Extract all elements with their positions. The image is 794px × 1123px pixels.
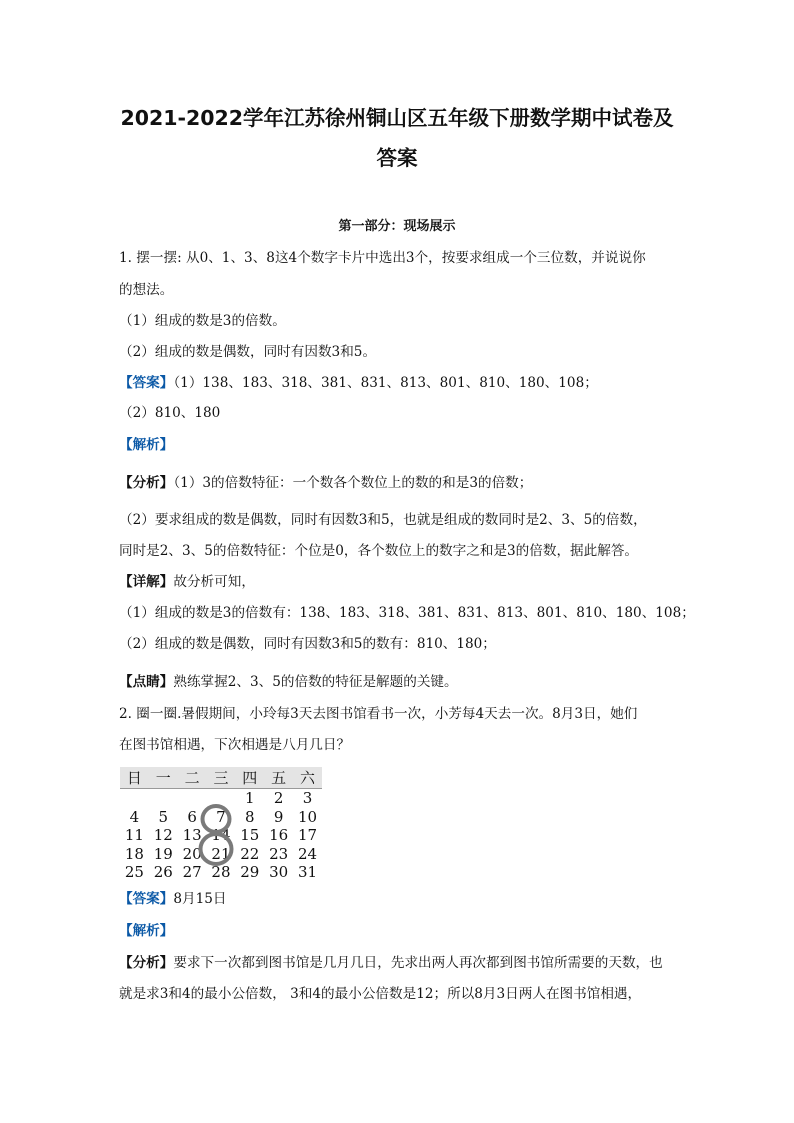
- q1-fenxi-text-1: （1）3的倍数特征：一个数各个数位上的数的和是3的倍数；: [173, 475, 533, 491]
- calendar-day: 4: [129, 807, 140, 826]
- calendar-day: 9: [273, 807, 284, 826]
- q2-analysis-tag: 【解析】: [119, 923, 174, 939]
- calendar-day: 2: [273, 789, 284, 807]
- q1-fenxi-3: 同时是2、3、5的倍数特征：个位是0，各个数位上的数字之和是3的倍数，据此解答。: [119, 543, 639, 559]
- q1-detail-1: （1）组成的数是3的倍数有：138、183、318、381、831、813、801、810、180、108；: [119, 605, 695, 621]
- calendar-day: [149, 789, 178, 808]
- fenxi-tag: 【分析】: [119, 475, 174, 491]
- calendar-day: 7: [216, 807, 226, 826]
- weekday-header: 三: [207, 767, 236, 789]
- calendar-day: 28: [211, 863, 231, 881]
- q1-answer: [119, 373, 598, 393]
- q1-answer-1: （1）138、183、318、381、831、813、801、810、180、108；: [173, 375, 598, 391]
- fenxi-tag: 【分析】: [119, 955, 174, 971]
- calendar-day: 20: [182, 844, 202, 863]
- weekday-header: 四: [235, 767, 264, 789]
- calendar-day: 11: [124, 826, 144, 844]
- q1-fenxi-2: （2）要求组成的数是偶数，同时有因数3和5，也就是组成的数同时是2、3、5的倍数，: [119, 512, 647, 528]
- detail-tag: 【详解】: [119, 574, 174, 590]
- q2-text-line-1: 2. 圈一圈.暑假期间，小玲每3天去图书馆看书一次，小芳每4天去一次。8月3日，她们: [119, 706, 638, 722]
- q1-text-line-1: 1. 摆一摆: 从0、1、3、8这4个数字卡片中选出3个，按要求组成一个三位数，并说说你: [119, 250, 646, 266]
- weekday-header: 一: [149, 767, 178, 789]
- calendar-day: 22: [240, 844, 260, 863]
- calendar-day: 16: [269, 826, 289, 844]
- q2-fenxi-text-1: 要求下一次都到图书馆是几月几日，先求出两人再次都到图书馆所需要的天数，也: [173, 955, 663, 971]
- point-tag: 【点睛】: [119, 674, 174, 690]
- calendar-day: [120, 789, 149, 808]
- weekday-header: 五: [264, 767, 293, 789]
- calendar-day: 10: [297, 807, 318, 826]
- weekday-header: 二: [178, 767, 207, 789]
- calendar-day: 29: [240, 863, 260, 881]
- calendar-day: 25: [124, 863, 144, 881]
- weekday-header: 六: [293, 767, 322, 789]
- q2-text-line-2: 在图书馆相遇，下次相遇是八月几日？: [119, 737, 351, 753]
- document-title: [110, 98, 684, 178]
- answer-tag: 【答案】: [119, 891, 174, 907]
- q1-detail: [119, 572, 255, 592]
- calendar-day: 27: [182, 863, 202, 881]
- calendar-day: 5: [158, 807, 169, 826]
- q2-fenxi-1: [119, 953, 663, 973]
- calendar-day: 1: [245, 789, 255, 807]
- calendar-day: 26: [153, 863, 173, 881]
- q1-part-2: （2）组成的数是偶数，同时有因数3和5。: [119, 344, 377, 360]
- q2-answer-text: 8月15日: [173, 891, 227, 907]
- calendar-header-row: [120, 767, 322, 789]
- calendar-day: 12: [153, 826, 173, 844]
- section-heading: 第一部分：现场展示: [338, 219, 456, 234]
- q1-part-1: （1）组成的数是3的倍数。: [119, 313, 286, 329]
- calendar-day: 19: [153, 844, 173, 863]
- title-line-2: 答案: [376, 146, 418, 170]
- title-line-1: 2021-2022学年江苏徐州铜山区五年级下册数学期中试卷及: [120, 106, 674, 130]
- calendar-day: 31: [297, 863, 318, 881]
- q1-answer-2: （2）810、180: [119, 405, 221, 421]
- calendar-day: 14: [211, 826, 231, 844]
- calendar-day: 23: [269, 844, 289, 863]
- q1-analysis-tag: 【解析】: [119, 437, 174, 453]
- q1-text-line-2: 的想法。: [119, 282, 174, 298]
- q2-answer: [119, 889, 227, 909]
- calendar-day: 18: [124, 844, 144, 863]
- figure-eight-circle-mark: [194, 803, 238, 867]
- calendar-day: 13: [182, 826, 202, 844]
- calendar-day: 30: [269, 863, 289, 881]
- calendar-day: 8: [245, 807, 255, 826]
- q1-fenxi-1: [119, 473, 532, 493]
- q1-point-text: 熟练掌握2、3、5的倍数的特征是解题的关键。: [173, 674, 458, 690]
- q2-fenxi-2: 就是求3和4的最小公倍数， 3和4的最小公倍数是12；所以8月3日两人在图书馆相遇，: [119, 986, 642, 1002]
- calendar-day: 21: [211, 844, 231, 863]
- calendar-day: 3: [302, 789, 313, 807]
- weekday-header: 日: [120, 767, 149, 789]
- calendar-day: 15: [240, 826, 260, 844]
- calendar-day: 17: [297, 826, 318, 844]
- calendar-day: 6: [187, 807, 197, 826]
- q1-detail-2: （2）组成的数是偶数，同时有因数3和5的数有：810、180；: [119, 636, 496, 652]
- q1-detail-text-0: 故分析可知，: [173, 574, 255, 590]
- answer-tag: 【答案】: [119, 375, 174, 391]
- q1-point: [119, 672, 458, 692]
- calendar-day: 24: [297, 844, 318, 863]
